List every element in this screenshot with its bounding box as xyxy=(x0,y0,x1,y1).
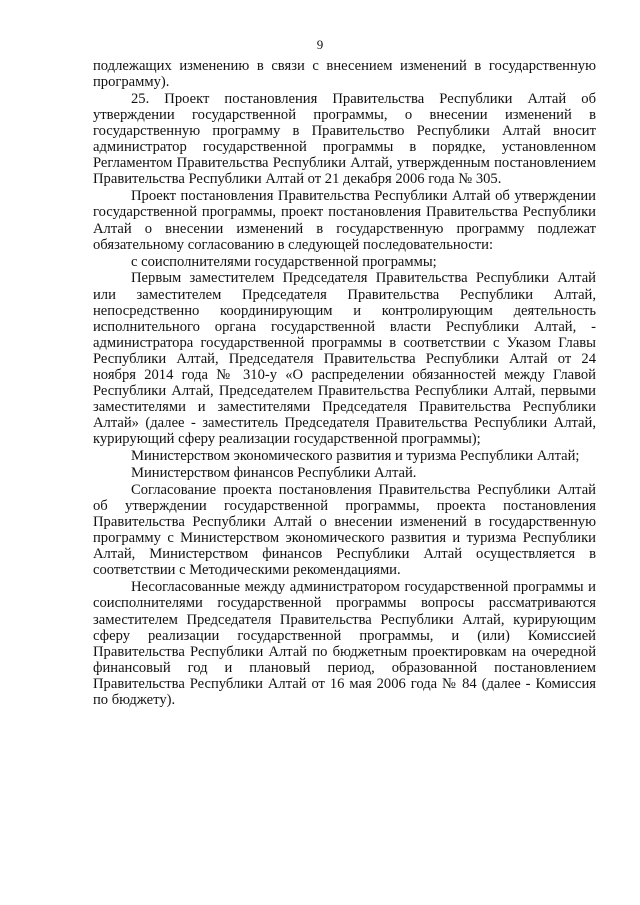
paragraph-co-executors: с соисполнителями государственной программы; xyxy=(131,253,437,270)
document-body xyxy=(93,58,596,708)
paragraph-disagreements: Несогласованные между администратором государственной программы и соисполнителями государственной программы вопросы рассматриваются заместителем Председателя Правительства Республики Алтай, курирующим сферу реализации государственной программы, и (или) Комиссией Правительства Республики Алтай по бюджетным проектировкам на очередной финансовый год и плановый период, образованной постановлением Правительства Республики Алтай от 16 мая 2006 года № 84 (далее - Комиссия по бюджету). xyxy=(93,579,596,709)
paragraph-continuation: подлежащих изменению в связи с внесением изменений в государственную программу). xyxy=(93,58,596,91)
paragraph-agreement: Согласование проекта постановления Правительства Республики Алтай об утверждении государственной программы, проекта постановления Правительства Республики Алтай о внесении изменений в государственную программу с Министерством экономического развития и туризма Республики Алтай, Министерством финансов Республики Алтай осуществляется в соответствии с Методическими рекомендациями. xyxy=(93,482,596,579)
paragraph-approval-order: Проект постановления Правительства Республики Алтай об утверждении государственной программы, проект постановления Правительства Республики Алтай о внесении изменений в государственную программу подлежат обязательному согласованию в следующей последовательности: xyxy=(93,188,596,253)
page-number: 9 xyxy=(316,37,324,52)
paragraph-ministry-economy: Министерством экономического развития и туризма Республики Алтай; xyxy=(131,448,580,465)
paragraph-first-deputy: Первым заместителем Председателя Правительства Республики Алтай или заместителем Председателя Правительства Республики Алтай, непосредственно координирующим и контролирующим деятельность исполнительного органа государственной власти Республики Алтай, - администратора государственной программы в соответствии с Указом Главы Республики Алтай, Председателя Правительства Республики Алтай от 24 ноября 2014 года № 310-у «О распределении обязанностей между Главой Республики Алтай, Председателем Правительства Республики Алтай, первыми заместителями и заместителями Председателя Правительства Республики Алтай» (далее - заместитель Председателя Правительства Республики Алтай, курирующий сферу реализации государственной программы); xyxy=(93,270,596,448)
paragraph-ministry-finance: Министерством финансов Республики Алтай. xyxy=(131,465,417,482)
paragraph-item-25: 25. Проект постановления Правительства Республики Алтай об утверждении государственной программы, о внесении изменений в государственную программу в Правительство Республики Алтай вносит администратор государственной программы в порядке, установленном Регламентом Правительства Республики Алтай, утвержденным постановлением Правительства Республики Алтай от 21 декабря 2006 года № 305. xyxy=(93,90,596,188)
